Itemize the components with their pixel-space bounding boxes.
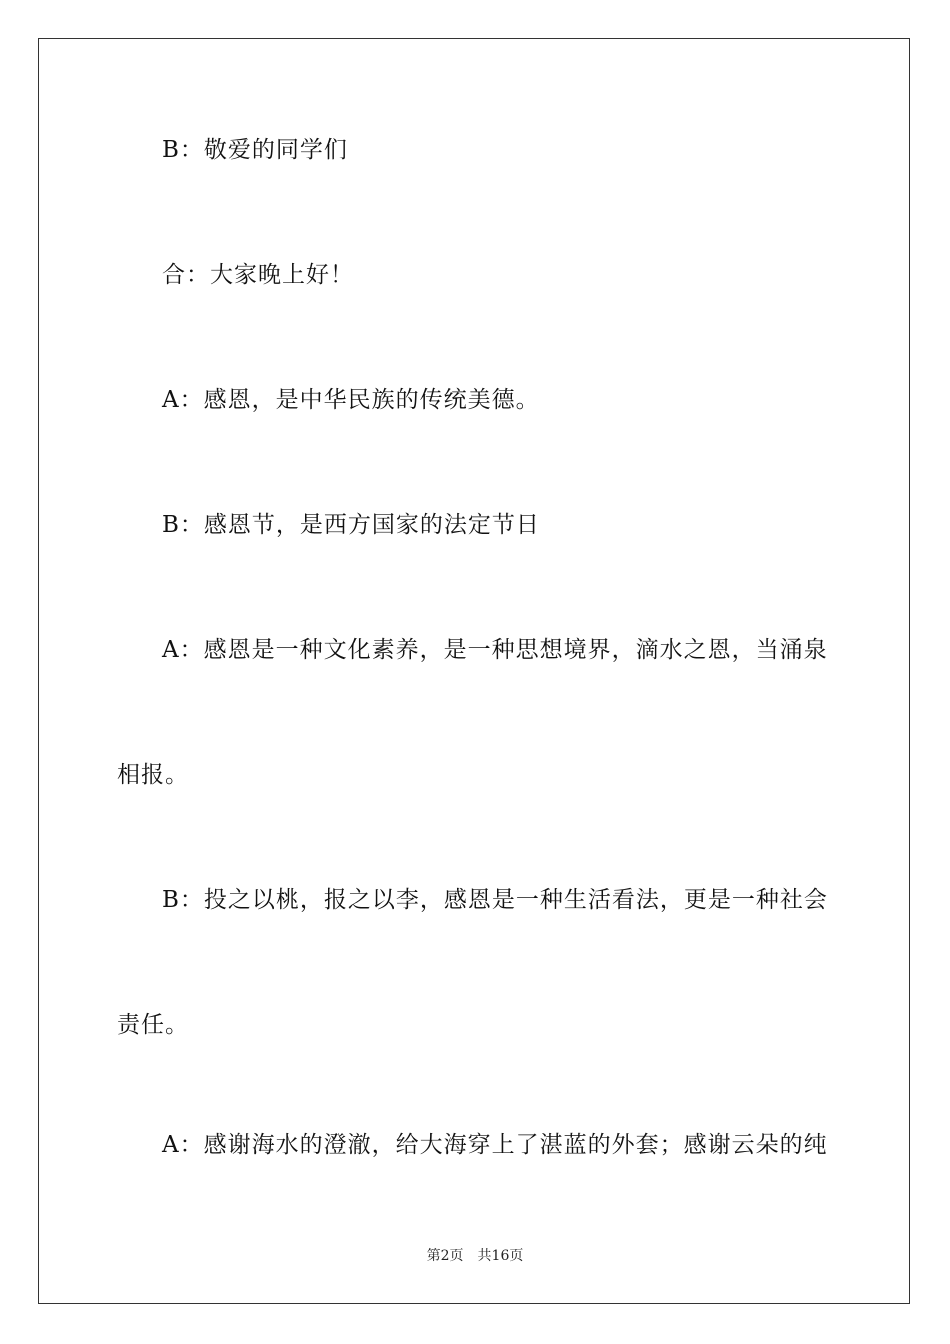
paragraph-line: A：感恩是一种文化素养，是一种思想境界，滴水之恩，当涌泉 (162, 637, 828, 663)
paragraph-line: 合：大家晚上好！ (162, 262, 354, 288)
paragraph-line: B：感恩节，是西方国家的法定节日 (162, 512, 540, 538)
page-total: 共16页 (477, 1248, 524, 1264)
paragraph-line: B：投之以桃，报之以李，感恩是一种生活看法，更是一种社会 (162, 887, 828, 913)
paragraph-line: A：感恩，是中华民族的传统美德。 (162, 387, 540, 413)
paragraph-line: B：敬爱的同学们 (162, 137, 348, 163)
page-border (38, 38, 910, 1304)
paragraph-continuation: 责任。 (117, 1012, 189, 1038)
page-footer (0, 1247, 950, 1265)
paragraph-line: A：感谢海水的澄澈，给大海穿上了湛蓝的外套；感谢云朵的纯 (162, 1132, 828, 1158)
page-number: 第2页 (426, 1248, 464, 1264)
paragraph-continuation: 相报。 (117, 762, 189, 788)
